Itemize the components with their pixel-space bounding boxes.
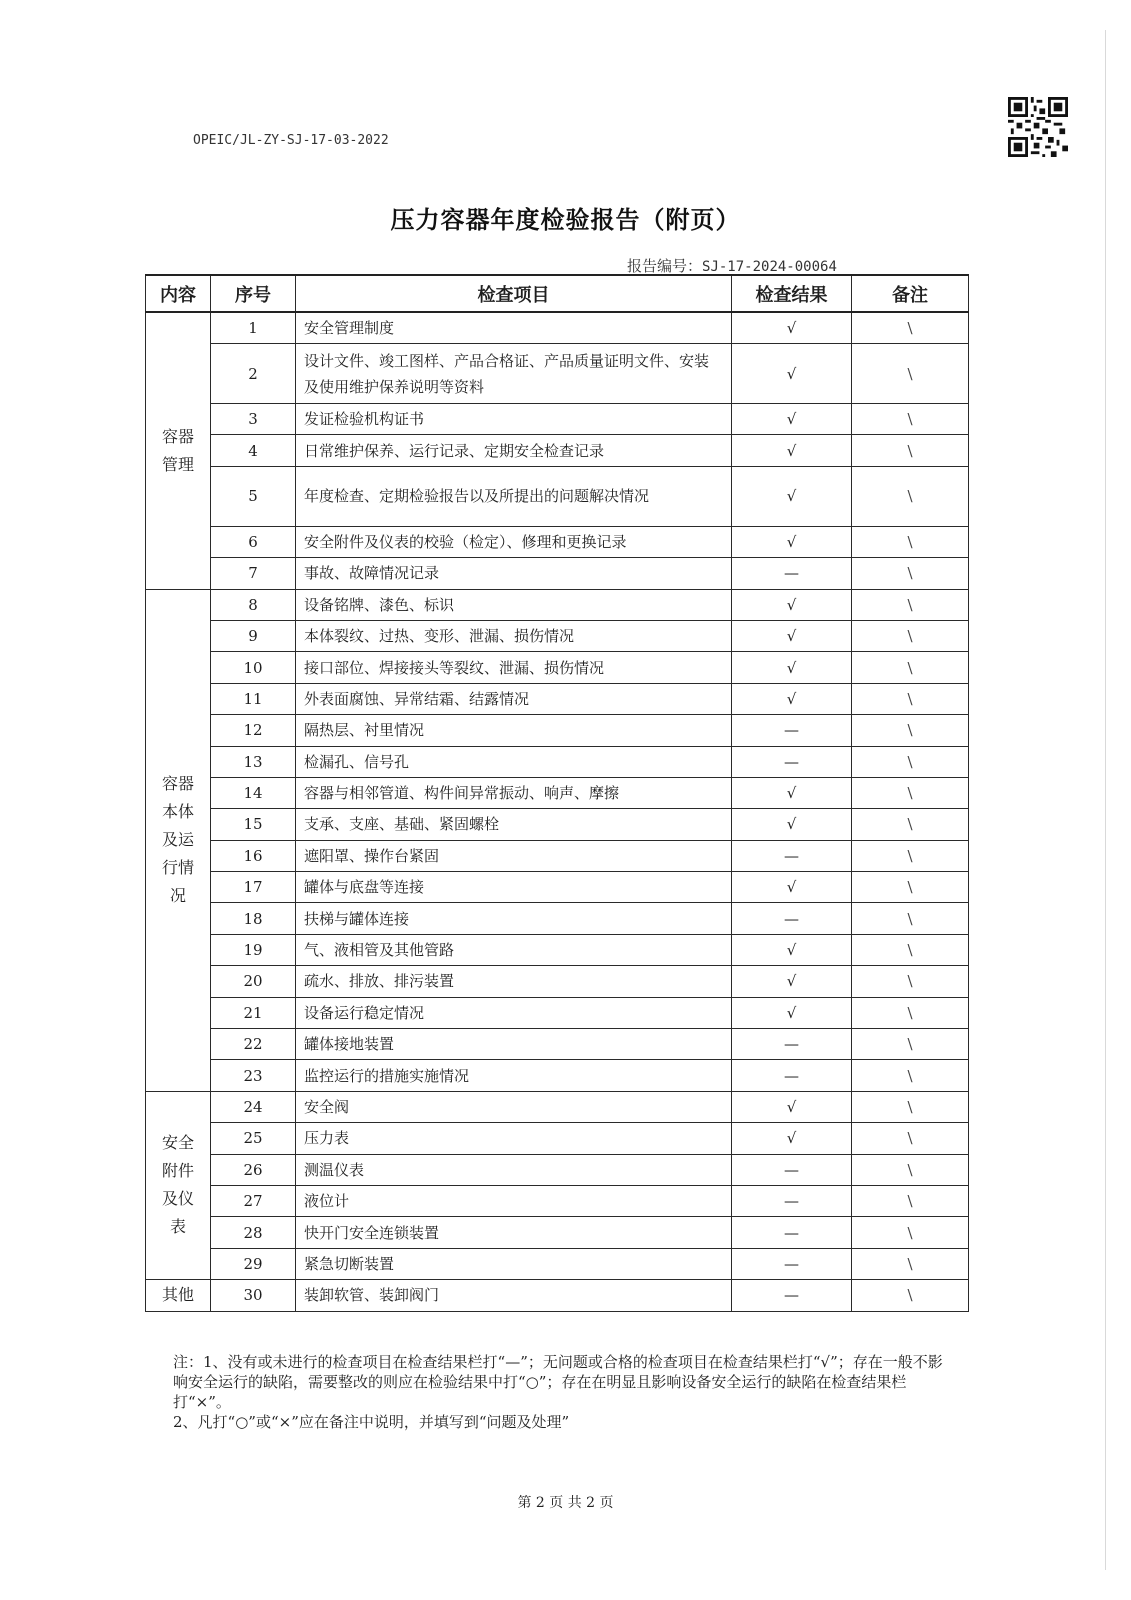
row-number: 3 — [211, 404, 296, 435]
row-number: 12 — [211, 715, 296, 746]
table-row — [146, 966, 969, 997]
row-item: 外表面腐蚀、异常结霜、结露情况 — [296, 683, 732, 714]
table-row — [146, 526, 969, 557]
row-result: √ — [732, 966, 852, 997]
category-label: 容器本体及运行情况 — [161, 774, 194, 906]
row-number: 23 — [211, 1060, 296, 1091]
category-cell — [146, 589, 211, 1091]
row-number: 15 — [211, 809, 296, 840]
row-number: 1 — [211, 312, 296, 344]
footnote-1: 注：1、没有或未进行的检查项目在检查结果栏打“—”；无问题或合格的检查项目在检查结果栏打“√”；存在一般不影响安全运行的缺陷，需要整改的则应在检验结果中打“○”；存在在明显且影响设备安全运行的缺陷在检查结果栏打“×”。 — [173, 1353, 943, 1411]
row-item: 支承、支座、基础、紧固螺栓 — [296, 809, 732, 840]
row-item: 事故、故障情况记录 — [296, 558, 732, 589]
footnote-2: 2、凡打“○”或“×”应在备注中说明，并填写到“问题及处理” — [173, 1413, 570, 1431]
category-label: 安全附件及仪表 — [161, 1133, 194, 1237]
row-number: 9 — [211, 620, 296, 651]
row-item: 遮阳罩、操作台紧固 — [296, 840, 732, 871]
row-number: 10 — [211, 652, 296, 683]
row-item: 疏水、排放、排污装置 — [296, 966, 732, 997]
table-row — [146, 435, 969, 466]
qr-code-icon — [1008, 97, 1068, 157]
table-row — [146, 652, 969, 683]
table-row — [146, 1217, 969, 1248]
row-item: 年度检查、定期检验报告以及所提出的问题解决情况 — [296, 466, 732, 526]
page-title: 压力容器年度检验报告（附页） — [390, 206, 741, 234]
row-number: 25 — [211, 1123, 296, 1154]
row-note: \ — [852, 683, 969, 714]
row-item: 隔热层、衬里情况 — [296, 715, 732, 746]
row-item: 设计文件、竣工图样、产品合格证、产品质量证明文件、安装及使用维护保养说明等资料 — [296, 344, 732, 404]
row-result: — — [732, 1280, 852, 1311]
row-note: \ — [852, 652, 969, 683]
table-row — [146, 683, 969, 714]
row-result: — — [732, 840, 852, 871]
row-item: 装卸软管、装卸阀门 — [296, 1280, 732, 1311]
table-row — [146, 344, 969, 404]
row-result: √ — [732, 997, 852, 1028]
row-result: √ — [732, 934, 852, 965]
row-number: 5 — [211, 466, 296, 526]
row-note: \ — [852, 1029, 969, 1060]
row-item: 罐体接地装置 — [296, 1029, 732, 1060]
row-item: 容器与相邻管道、构件间异常振动、响声、摩擦 — [296, 777, 732, 808]
row-item: 压力表 — [296, 1123, 732, 1154]
category-cell — [146, 1091, 211, 1279]
category-cell — [146, 312, 211, 589]
table-row — [146, 312, 969, 344]
table-row — [146, 997, 969, 1028]
row-item: 气、液相管及其他管路 — [296, 934, 732, 965]
table-row — [146, 1280, 969, 1311]
row-item: 液位计 — [296, 1185, 732, 1216]
row-number: 4 — [211, 435, 296, 466]
header-result: 检查结果 — [732, 275, 852, 312]
row-item: 日常维护保养、运行记录、定期安全检查记录 — [296, 435, 732, 466]
row-result: √ — [732, 652, 852, 683]
row-number: 7 — [211, 558, 296, 589]
row-item: 扶梯与罐体连接 — [296, 903, 732, 934]
row-item: 安全管理制度 — [296, 312, 732, 344]
table-body — [146, 312, 969, 1311]
category-label: 其他 — [161, 1285, 194, 1305]
row-result: √ — [732, 872, 852, 903]
row-note: \ — [852, 1185, 969, 1216]
row-number: 8 — [211, 589, 296, 620]
row-note: \ — [852, 840, 969, 871]
row-result: — — [732, 1185, 852, 1216]
row-note: \ — [852, 1060, 969, 1091]
row-number: 21 — [211, 997, 296, 1028]
row-note: \ — [852, 558, 969, 589]
row-item: 检漏孔、信号孔 — [296, 746, 732, 777]
row-result: √ — [732, 466, 852, 526]
row-number: 20 — [211, 966, 296, 997]
inspection-table — [145, 274, 969, 1312]
row-result: — — [732, 1060, 852, 1091]
row-result: √ — [732, 809, 852, 840]
row-note: \ — [852, 934, 969, 965]
row-result: √ — [732, 1091, 852, 1122]
row-result: √ — [732, 589, 852, 620]
row-note: \ — [852, 435, 969, 466]
document-code: OPEIC/JL-ZY-SJ-17-03-2022 — [193, 133, 389, 148]
row-note: \ — [852, 1091, 969, 1122]
table-row — [146, 777, 969, 808]
table-header-row — [146, 275, 969, 312]
row-number: 22 — [211, 1029, 296, 1060]
row-item: 接口部位、焊接接头等裂纹、泄漏、损伤情况 — [296, 652, 732, 683]
row-number: 28 — [211, 1217, 296, 1248]
row-result: √ — [732, 404, 852, 435]
row-note: \ — [852, 1248, 969, 1279]
table-row — [146, 1091, 969, 1122]
row-result: √ — [732, 683, 852, 714]
table-row — [146, 809, 969, 840]
page-edge-line — [1105, 30, 1106, 1570]
header-note: 备注 — [852, 275, 969, 312]
row-result: √ — [732, 620, 852, 651]
table-row — [146, 872, 969, 903]
row-result: — — [732, 1217, 852, 1248]
row-item: 测温仪表 — [296, 1154, 732, 1185]
row-note: \ — [852, 466, 969, 526]
footnotes — [173, 1352, 948, 1432]
row-result: — — [732, 746, 852, 777]
row-number: 6 — [211, 526, 296, 557]
row-item: 安全附件及仪表的校验（检定）、修理和更换记录 — [296, 526, 732, 557]
row-result: √ — [732, 344, 852, 404]
row-note: \ — [852, 620, 969, 651]
row-note: \ — [852, 997, 969, 1028]
row-number: 16 — [211, 840, 296, 871]
report-number — [627, 255, 837, 276]
row-note: \ — [852, 777, 969, 808]
category-cell — [146, 1280, 211, 1311]
row-note: \ — [852, 872, 969, 903]
row-number: 2 — [211, 344, 296, 404]
table-row — [146, 1248, 969, 1279]
row-note: \ — [852, 966, 969, 997]
row-result: — — [732, 1154, 852, 1185]
header-number: 序号 — [211, 275, 296, 312]
row-note: \ — [852, 1280, 969, 1311]
page-number: 第 2 页 共 2 页 — [517, 1495, 614, 1511]
table-row — [146, 589, 969, 620]
table-row — [146, 1154, 969, 1185]
table-row — [146, 746, 969, 777]
row-number: 17 — [211, 872, 296, 903]
row-note: \ — [852, 1217, 969, 1248]
row-note: \ — [852, 1123, 969, 1154]
row-number: 27 — [211, 1185, 296, 1216]
header-content: 内容 — [146, 275, 211, 312]
row-note: \ — [852, 526, 969, 557]
row-result: — — [732, 715, 852, 746]
row-number: 19 — [211, 934, 296, 965]
table-row — [146, 1123, 969, 1154]
row-number: 24 — [211, 1091, 296, 1122]
table-row — [146, 1060, 969, 1091]
row-result: √ — [732, 777, 852, 808]
row-item: 紧急切断装置 — [296, 1248, 732, 1279]
row-number: 13 — [211, 746, 296, 777]
row-result: — — [732, 903, 852, 934]
table-row — [146, 715, 969, 746]
row-result: — — [732, 1029, 852, 1060]
table-row — [146, 840, 969, 871]
table-row — [146, 934, 969, 965]
header-item: 检查项目 — [296, 275, 732, 312]
row-result: √ — [732, 435, 852, 466]
table-row — [146, 1185, 969, 1216]
row-result: √ — [732, 526, 852, 557]
row-number: 29 — [211, 1248, 296, 1279]
table-row — [146, 620, 969, 651]
row-note: \ — [852, 903, 969, 934]
row-note: \ — [852, 404, 969, 435]
row-item: 设备铭牌、漆色、标识 — [296, 589, 732, 620]
row-note: \ — [852, 715, 969, 746]
category-label: 容器管理 — [161, 426, 194, 474]
row-item: 安全阀 — [296, 1091, 732, 1122]
row-note: \ — [852, 344, 969, 404]
row-number: 30 — [211, 1280, 296, 1311]
table-row — [146, 466, 969, 526]
row-number: 26 — [211, 1154, 296, 1185]
row-note: \ — [852, 1154, 969, 1185]
row-note: \ — [852, 809, 969, 840]
row-note: \ — [852, 746, 969, 777]
row-result: √ — [732, 1123, 852, 1154]
row-item: 设备运行稳定情况 — [296, 997, 732, 1028]
table-row — [146, 558, 969, 589]
table-row — [146, 1029, 969, 1060]
table-row — [146, 903, 969, 934]
row-item: 发证检验机构证书 — [296, 404, 732, 435]
row-item: 快开门安全连锁装置 — [296, 1217, 732, 1248]
row-note: \ — [852, 312, 969, 344]
row-result: √ — [732, 312, 852, 344]
report-number-label: 报告编号： — [627, 257, 703, 275]
report-number-value: SJ-17-2024-00064 — [702, 259, 837, 275]
row-result: — — [732, 1248, 852, 1279]
row-item: 监控运行的措施实施情况 — [296, 1060, 732, 1091]
row-item: 本体裂纹、过热、变形、泄漏、损伤情况 — [296, 620, 732, 651]
row-number: 11 — [211, 683, 296, 714]
row-note: \ — [852, 589, 969, 620]
row-item: 罐体与底盘等连接 — [296, 872, 732, 903]
row-number: 18 — [211, 903, 296, 934]
table-row — [146, 404, 969, 435]
row-result: — — [732, 558, 852, 589]
row-number: 14 — [211, 777, 296, 808]
